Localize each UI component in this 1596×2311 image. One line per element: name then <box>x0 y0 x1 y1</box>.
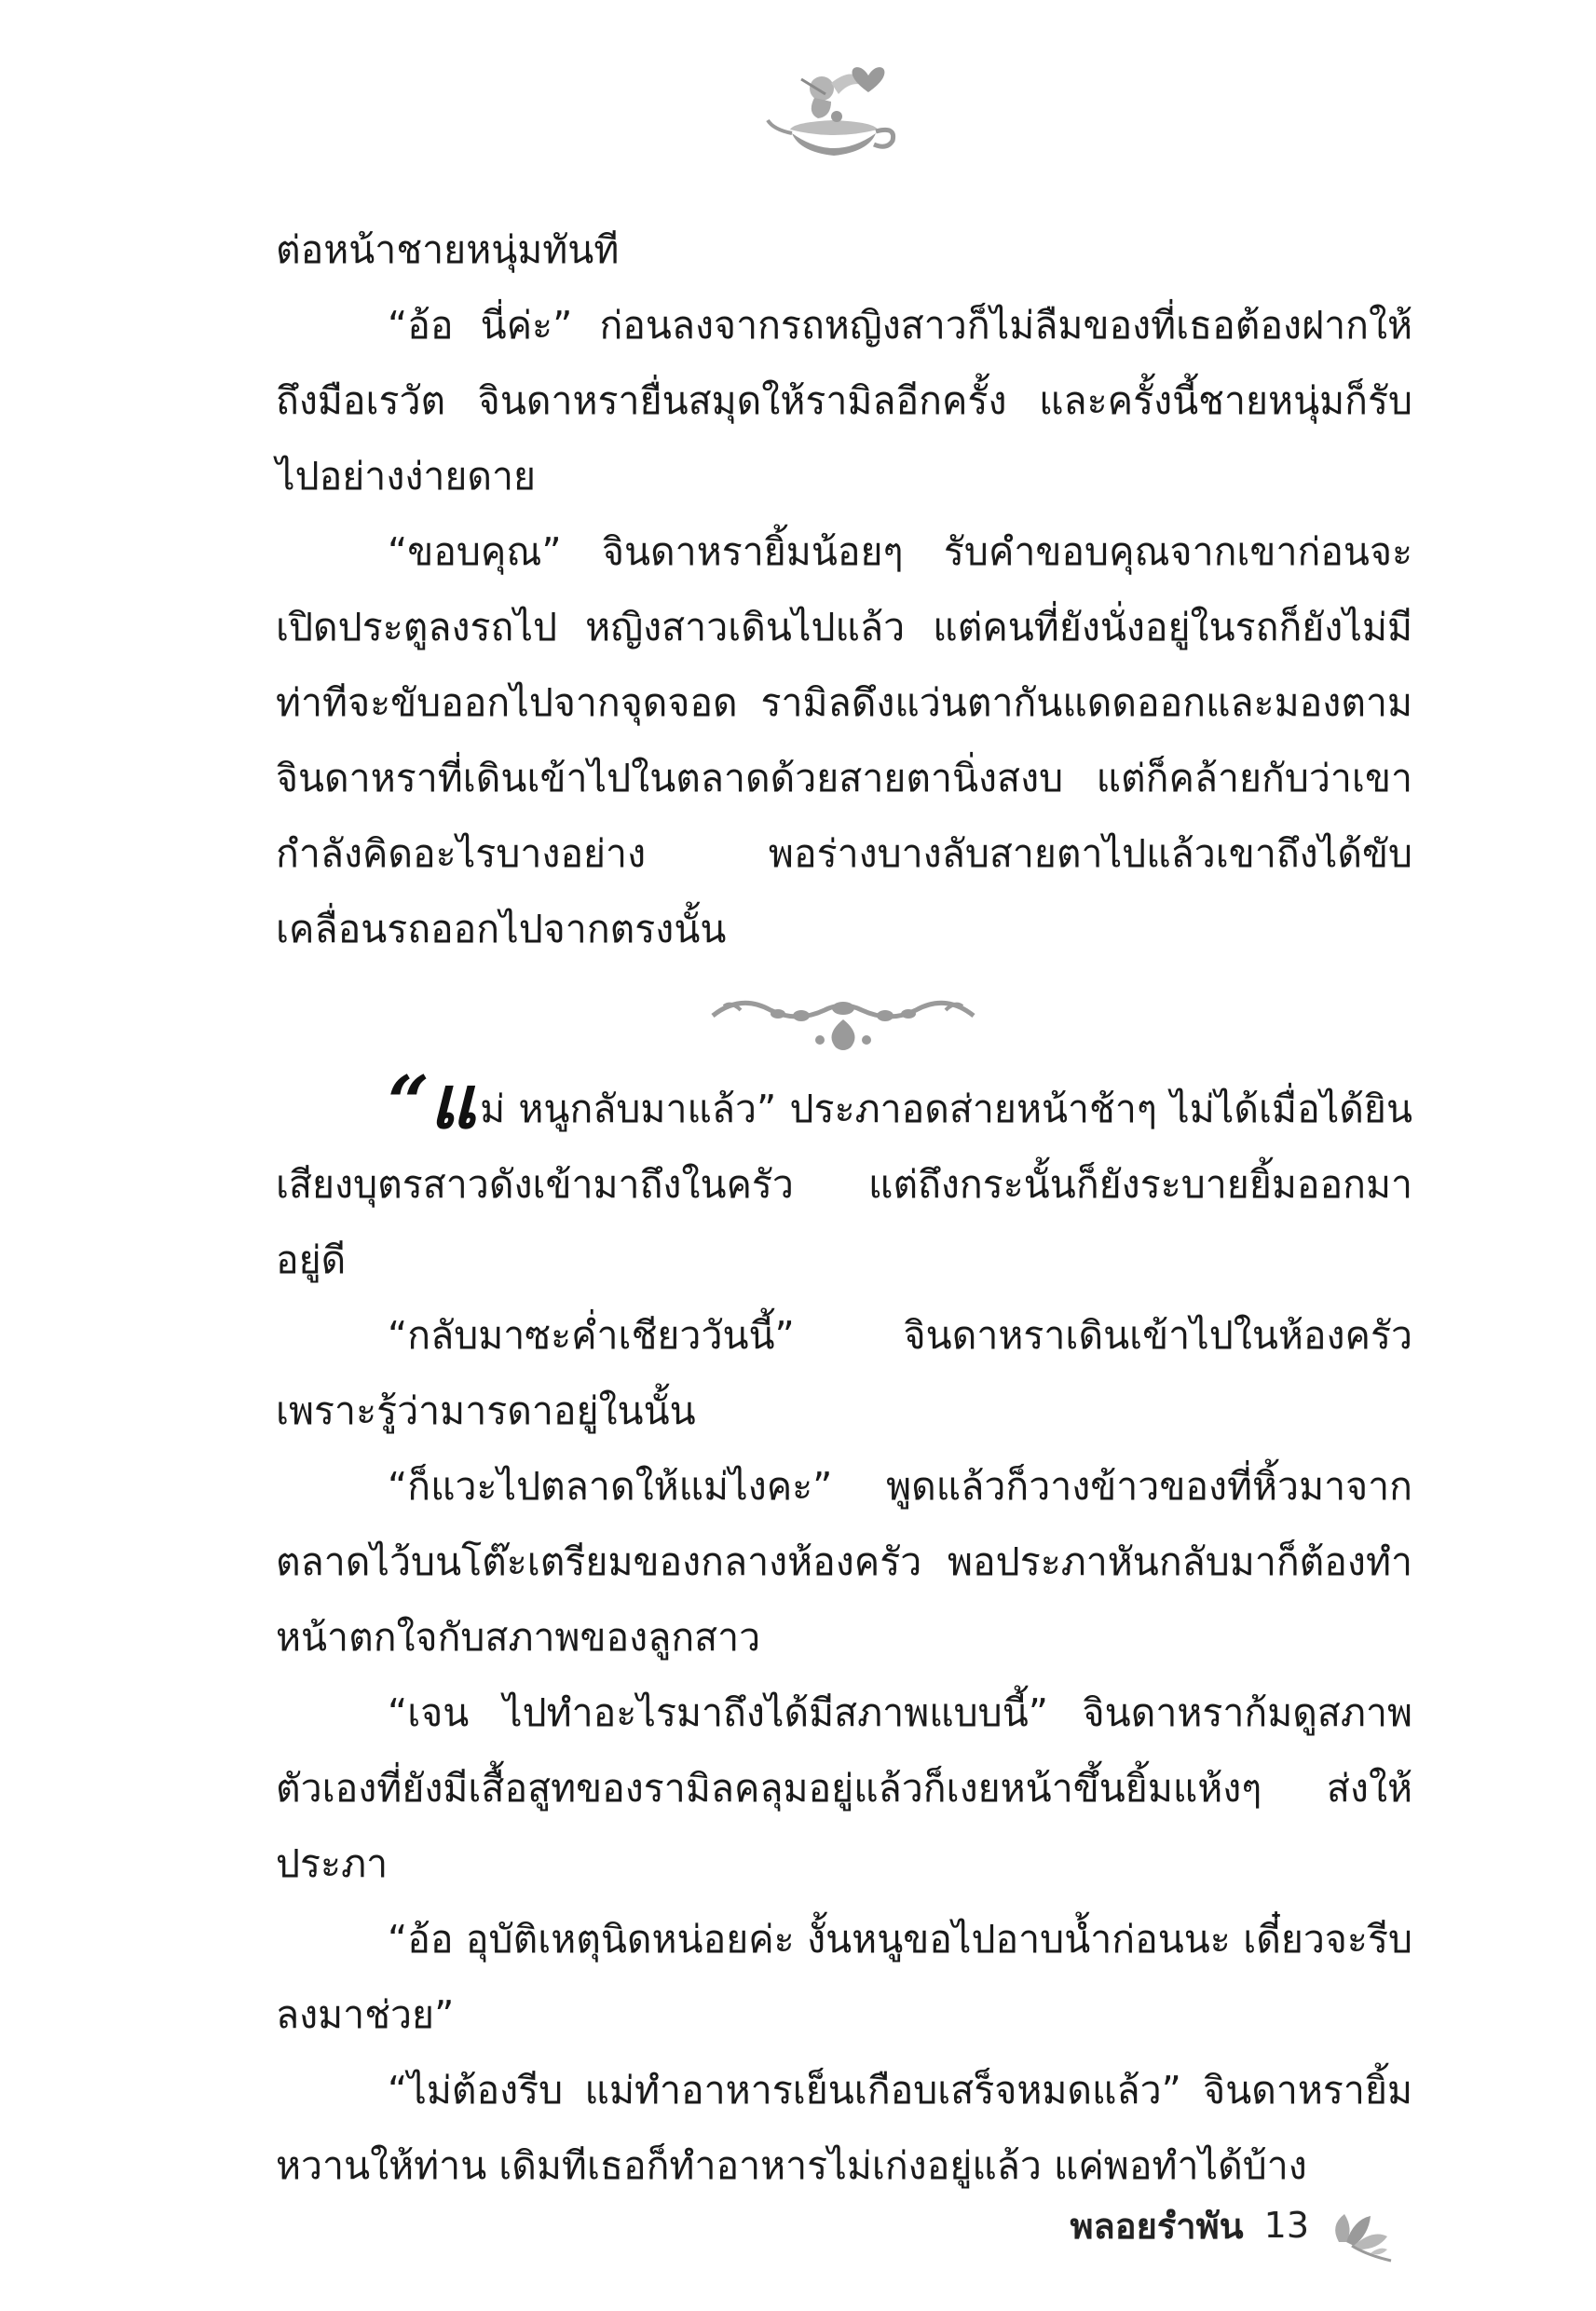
paragraph: “ขอบคุณ” จินดาหรายิ้มน้อยๆ รับคำขอบคุณจากเขาก่อนจะเปิดประตูลงรถไป หญิงสาวเดินไปแล้ว แต่คนที่ยังนั่งอยู่ในรถก็ยังไม่มีท่าทีจะขับออกไปจากจุดจอด รามิลดึงแว่นตากันแดดออกและมองตามจินดาหราที่เดินเข้าไปในตลาดด้วยสายตานิ่งสงบ แต่ก็คล้ายกับว่าเขากำลังคิดอะไรบางอย่าง พอร่างบางลับสายตาไปแล้วเขาถึงได้ขับเคลื่อนรถออกไปจากตรงนั้น <box>276 529 1412 951</box>
paragraph: “ก็แวะไปตลาดให้แม่ไงคะ” พูดแล้วก็วางข้าวของที่หิ้วมาจากตลาดไว้บนโต๊ะเตรียมของกลางห้องครัว พอประภาหันกลับมาก็ต้องทำหน้าตกใจกับสภาพของลูกสาว <box>276 1464 1412 1660</box>
paragraph: “เจน ไปทำอะไรมาถึงได้มีสภาพแบบนี้” จินดาหราก้มดูสภาพตัวเองที่ยังมีเสื้อสูทของรามิลคลุมอยู่แล้วก็เงยหน้าขึ้นยิ้มแห้งๆ ส่งให้ประภา <box>276 1690 1412 1886</box>
page-number: 13 <box>1263 2205 1309 2246</box>
flower-icon <box>1326 2188 1400 2263</box>
paragraph: “ไม่ต้องรีบ แม่ทำอาหารเย็นเกือบเสร็จหมดแล้ว” จินดาหรายิ้มหวานให้ท่าน เดิมทีเธอก็ทำอาหารไม่เก่งอยู่แล้ว แค่พอทำได้บ้าง <box>276 2068 1412 2188</box>
text-section-top <box>276 212 1412 967</box>
paragraph: “อ้อ นี่ค่ะ” ก่อนลงจากรถหญิงสาวก็ไม่ลืมของที่เธอต้องฝากให้ถึงมือเรวัต จินดาหรายื่นสมุดให้รามิลอีกครั้ง และครั้งนี้ชายหนุ่มก็รับไปอย่างง่ายดาย <box>276 303 1412 499</box>
paragraph: “กลับมาซะค่ำเชียววันนี้” จินดาหราเดินเข้าไปในห้องครัวเพราะรู้ว่ามารดาอยู่ในนั้น <box>276 1313 1412 1433</box>
paragraph-opening <box>276 1060 1412 1298</box>
paragraph: ต่อหน้าชายหนุ่มทันที <box>276 227 620 272</box>
scroll-flourish-divider-icon <box>703 978 983 1062</box>
dropcap: “แ <box>388 1060 477 1145</box>
paragraph: “อ้อ อุบัติเหตุนิดหน่อยค่ะ งั้นหนูขอไปอาบน้ำก่อนนะ เดี๋ยวจะรีบลงมาช่วย” <box>276 1917 1412 2037</box>
cupid-teapot-ornament-icon <box>764 51 904 163</box>
book-title: พลอยรำพัน <box>1070 2205 1244 2247</box>
page-footer <box>1070 2188 1400 2263</box>
paragraph-text: ม่ หนูกลับมาแล้ว” ประภาอดส่ายหน้าช้าๆ ไม่ได้เมื่อได้ยินเสียงบุตรสาวดังเข้ามาถึงในครัว แต่ถึงกระนั้นก็ยังระบายยิ้มออกมาอยู่ดี <box>276 1087 1412 1282</box>
text-section-bottom <box>276 1060 1412 2204</box>
